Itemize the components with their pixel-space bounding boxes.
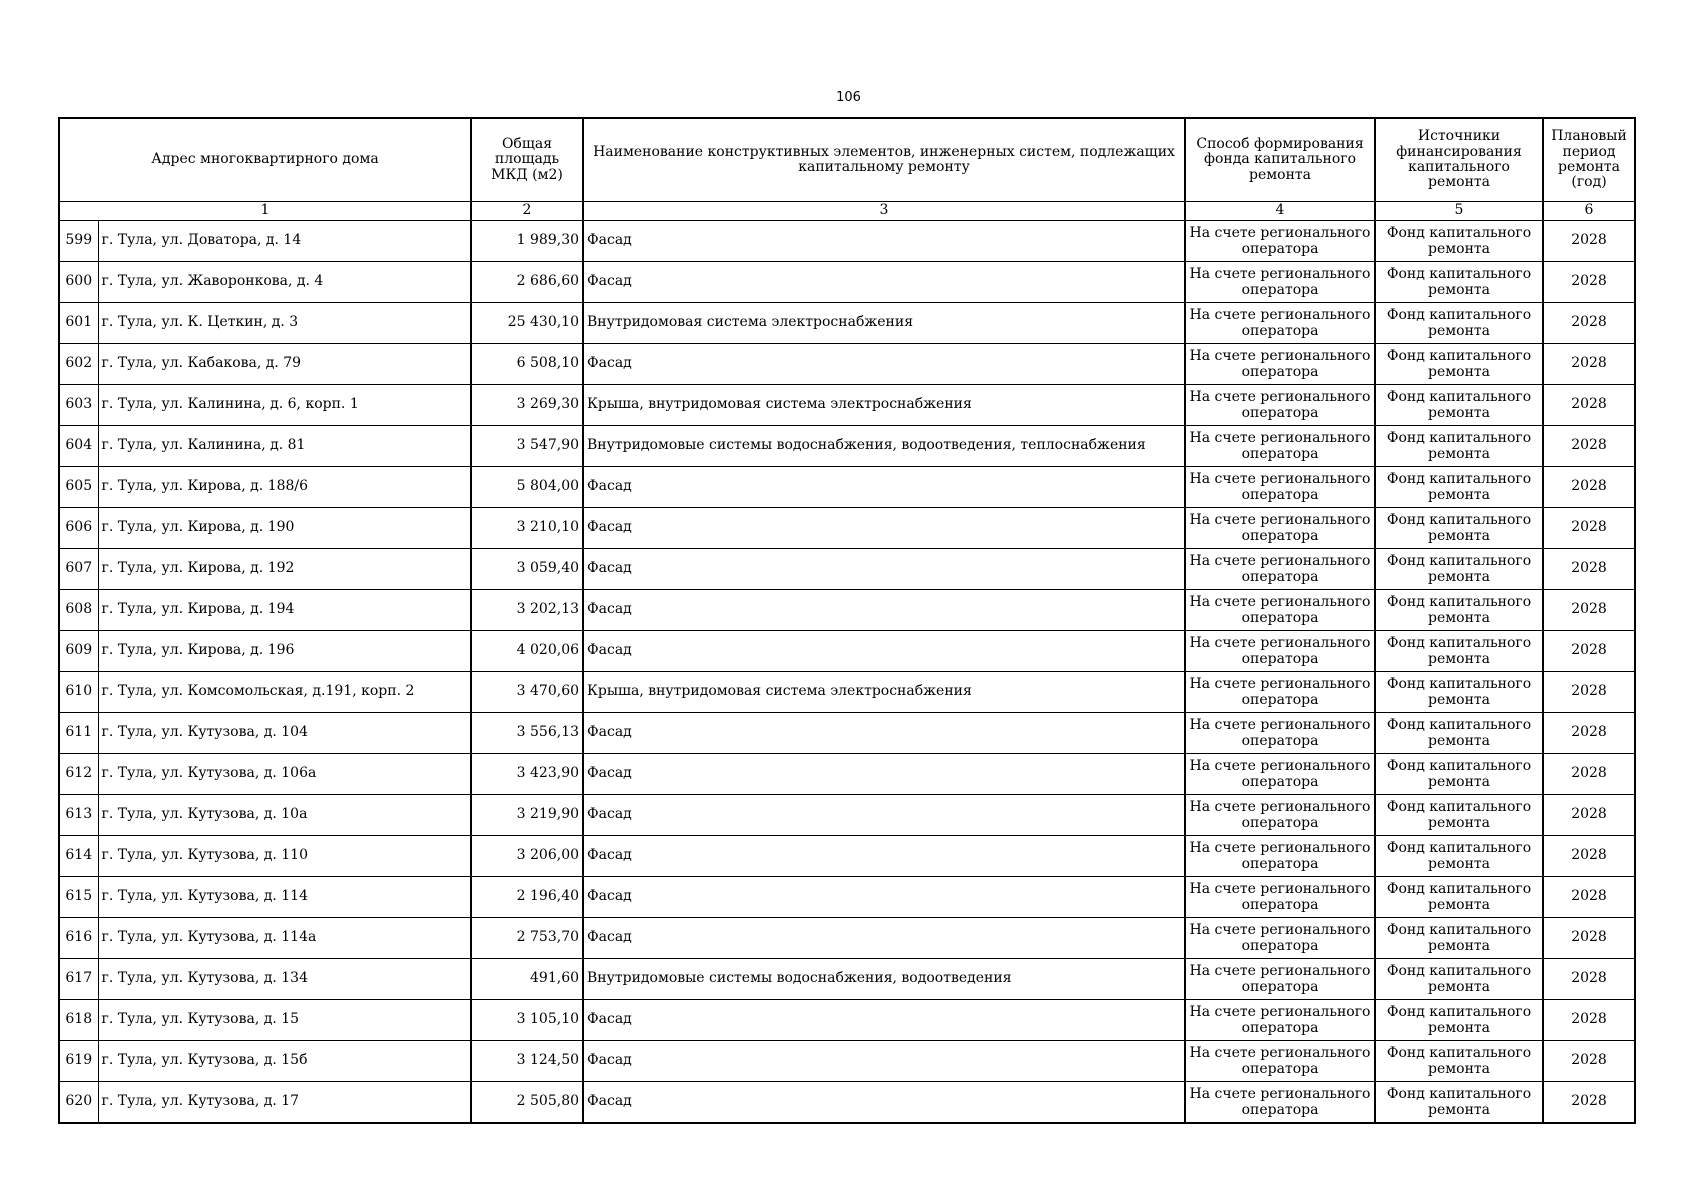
table-row bbox=[59, 959, 1635, 1000]
address-cell: г. Тула, ул. Кутузова, д. 110 bbox=[98, 836, 471, 877]
area-cell: 3 547,90 bbox=[471, 426, 583, 467]
elements-cell: Фасад bbox=[583, 713, 1185, 754]
elements-cell: Фасад bbox=[583, 262, 1185, 303]
planned-year-cell: 2028 bbox=[1543, 918, 1635, 959]
funding-source-cell: Фонд капитального ремонта bbox=[1375, 262, 1543, 303]
area-cell: 25 430,10 bbox=[471, 303, 583, 344]
address-cell: г. Тула, ул. К. Цеткин, д. 3 bbox=[98, 303, 471, 344]
funding-method-cell: На счете регионального оператора bbox=[1185, 344, 1375, 385]
funding-method-cell: На счете регионального оператора bbox=[1185, 631, 1375, 672]
header-elements: Наименование конструктивных элементов, инженерных систем, подлежащих капитальному ремонту bbox=[583, 118, 1185, 202]
area-cell: 3 206,00 bbox=[471, 836, 583, 877]
area-cell: 3 470,60 bbox=[471, 672, 583, 713]
funding-source-cell: Фонд капитального ремонта bbox=[1375, 1000, 1543, 1041]
area-cell: 5 804,00 bbox=[471, 467, 583, 508]
row-number: 612 bbox=[59, 754, 98, 795]
address-cell: г. Тула, ул. Кутузова, д. 104 bbox=[98, 713, 471, 754]
area-cell: 3 059,40 bbox=[471, 549, 583, 590]
row-number: 607 bbox=[59, 549, 98, 590]
elements-cell: Фасад bbox=[583, 1041, 1185, 1082]
address-cell: г. Тула, ул. Кутузова, д. 114а bbox=[98, 918, 471, 959]
area-cell: 6 508,10 bbox=[471, 344, 583, 385]
column-number-row bbox=[59, 202, 1635, 221]
area-cell: 3 210,10 bbox=[471, 508, 583, 549]
address-cell: г. Тула, ул. Калинина, д. 6, корп. 1 bbox=[98, 385, 471, 426]
address-cell: г. Тула, ул. Кабакова, д. 79 bbox=[98, 344, 471, 385]
area-cell: 1 989,30 bbox=[471, 221, 583, 262]
area-cell: 2 196,40 bbox=[471, 877, 583, 918]
table-row bbox=[59, 631, 1635, 672]
planned-year-cell: 2028 bbox=[1543, 221, 1635, 262]
table-row bbox=[59, 1000, 1635, 1041]
table-row bbox=[59, 344, 1635, 385]
row-number: 602 bbox=[59, 344, 98, 385]
header-address: Адрес многоквартирного дома bbox=[59, 118, 471, 202]
funding-method-cell: На счете регионального оператора bbox=[1185, 303, 1375, 344]
funding-method-cell: На счете регионального оператора bbox=[1185, 385, 1375, 426]
row-number: 614 bbox=[59, 836, 98, 877]
planned-year-cell: 2028 bbox=[1543, 1000, 1635, 1041]
funding-method-cell: На счете регионального оператора bbox=[1185, 221, 1375, 262]
elements-cell: Фасад bbox=[583, 918, 1185, 959]
planned-year-cell: 2028 bbox=[1543, 836, 1635, 877]
funding-source-cell: Фонд капитального ремонта bbox=[1375, 344, 1543, 385]
row-number: 610 bbox=[59, 672, 98, 713]
elements-cell: Фасад bbox=[583, 795, 1185, 836]
table-row bbox=[59, 303, 1635, 344]
column-number: 5 bbox=[1375, 202, 1543, 221]
address-cell: г. Тула, ул. Кирова, д. 192 bbox=[98, 549, 471, 590]
elements-cell: Фасад bbox=[583, 549, 1185, 590]
area-cell: 3 556,13 bbox=[471, 713, 583, 754]
column-number: 6 bbox=[1543, 202, 1635, 221]
address-cell: г. Тула, ул. Жаворонкова, д. 4 bbox=[98, 262, 471, 303]
funding-method-cell: На счете регионального оператора bbox=[1185, 590, 1375, 631]
row-number: 618 bbox=[59, 1000, 98, 1041]
planned-year-cell: 2028 bbox=[1543, 303, 1635, 344]
table-row bbox=[59, 262, 1635, 303]
funding-source-cell: Фонд капитального ремонта bbox=[1375, 918, 1543, 959]
column-number: 4 bbox=[1185, 202, 1375, 221]
elements-cell: Внутридомовые системы водоснабжения, водоотведения bbox=[583, 959, 1185, 1000]
area-cell: 4 020,06 bbox=[471, 631, 583, 672]
planned-year-cell: 2028 bbox=[1543, 1082, 1635, 1124]
page-number: 106 bbox=[836, 90, 861, 105]
address-cell: г. Тула, ул. Кутузова, д. 15 bbox=[98, 1000, 471, 1041]
planned-year-cell: 2028 bbox=[1543, 713, 1635, 754]
area-cell: 2 686,60 bbox=[471, 262, 583, 303]
funding-method-cell: На счете регионального оператора bbox=[1185, 918, 1375, 959]
area-cell: 491,60 bbox=[471, 959, 583, 1000]
funding-source-cell: Фонд капитального ремонта bbox=[1375, 1041, 1543, 1082]
address-cell: г. Тула, ул. Комсомольская, д.191, корп. 2 bbox=[98, 672, 471, 713]
header-row bbox=[59, 118, 1635, 202]
header-period: Плановый период ремонта (год) bbox=[1543, 118, 1635, 202]
area-cell: 3 105,10 bbox=[471, 1000, 583, 1041]
address-cell: г. Тула, ул. Кирова, д. 190 bbox=[98, 508, 471, 549]
table-row bbox=[59, 1082, 1635, 1124]
table-row bbox=[59, 918, 1635, 959]
header-area: Общая площадь МКД (м2) bbox=[471, 118, 583, 202]
planned-year-cell: 2028 bbox=[1543, 672, 1635, 713]
row-number: 601 bbox=[59, 303, 98, 344]
elements-cell: Крыша, внутридомовая система электроснабжения bbox=[583, 385, 1185, 426]
address-cell: г. Тула, ул. Кутузова, д. 15б bbox=[98, 1041, 471, 1082]
row-number: 619 bbox=[59, 1041, 98, 1082]
elements-cell: Фасад bbox=[583, 590, 1185, 631]
funding-source-cell: Фонд капитального ремонта bbox=[1375, 385, 1543, 426]
funding-source-cell: Фонд капитального ремонта bbox=[1375, 1082, 1543, 1124]
planned-year-cell: 2028 bbox=[1543, 959, 1635, 1000]
table-row bbox=[59, 590, 1635, 631]
planned-year-cell: 2028 bbox=[1543, 508, 1635, 549]
table-row bbox=[59, 713, 1635, 754]
elements-cell: Фасад bbox=[583, 877, 1185, 918]
row-number: 605 bbox=[59, 467, 98, 508]
row-number: 600 bbox=[59, 262, 98, 303]
row-number: 620 bbox=[59, 1082, 98, 1124]
funding-source-cell: Фонд капитального ремонта bbox=[1375, 426, 1543, 467]
elements-cell: Фасад bbox=[583, 754, 1185, 795]
table-row bbox=[59, 1041, 1635, 1082]
table-row bbox=[59, 385, 1635, 426]
table-row bbox=[59, 508, 1635, 549]
planned-year-cell: 2028 bbox=[1543, 549, 1635, 590]
row-number: 616 bbox=[59, 918, 98, 959]
funding-method-cell: На счете регионального оператора bbox=[1185, 1000, 1375, 1041]
elements-cell: Фасад bbox=[583, 221, 1185, 262]
header-source: Источники финансирования капитального ремонта bbox=[1375, 118, 1543, 202]
repair-schedule-table bbox=[58, 117, 1636, 1124]
planned-year-cell: 2028 bbox=[1543, 877, 1635, 918]
funding-method-cell: На счете регионального оператора bbox=[1185, 549, 1375, 590]
elements-cell: Фасад bbox=[583, 836, 1185, 877]
funding-method-cell: На счете регионального оператора bbox=[1185, 713, 1375, 754]
table-row bbox=[59, 877, 1635, 918]
row-number: 599 bbox=[59, 221, 98, 262]
elements-cell: Фасад bbox=[583, 467, 1185, 508]
row-number: 604 bbox=[59, 426, 98, 467]
area-cell: 2 505,80 bbox=[471, 1082, 583, 1124]
funding-method-cell: На счете регионального оператора bbox=[1185, 426, 1375, 467]
address-cell: г. Тула, ул. Доватора, д. 14 bbox=[98, 221, 471, 262]
address-cell: г. Тула, ул. Кирова, д. 188/6 bbox=[98, 467, 471, 508]
elements-cell: Фасад bbox=[583, 1000, 1185, 1041]
address-cell: г. Тула, ул. Кирова, д. 196 bbox=[98, 631, 471, 672]
area-cell: 2 753,70 bbox=[471, 918, 583, 959]
address-cell: г. Тула, ул. Кирова, д. 194 bbox=[98, 590, 471, 631]
area-cell: 3 202,13 bbox=[471, 590, 583, 631]
planned-year-cell: 2028 bbox=[1543, 590, 1635, 631]
funding-method-cell: На счете регионального оператора bbox=[1185, 672, 1375, 713]
address-cell: г. Тула, ул. Кутузова, д. 106а bbox=[98, 754, 471, 795]
funding-source-cell: Фонд капитального ремонта bbox=[1375, 836, 1543, 877]
funding-source-cell: Фонд капитального ремонта bbox=[1375, 713, 1543, 754]
funding-method-cell: На счете регионального оператора bbox=[1185, 1041, 1375, 1082]
funding-source-cell: Фонд капитального ремонта bbox=[1375, 549, 1543, 590]
table-row bbox=[59, 672, 1635, 713]
planned-year-cell: 2028 bbox=[1543, 467, 1635, 508]
funding-method-cell: На счете регионального оператора bbox=[1185, 836, 1375, 877]
funding-source-cell: Фонд капитального ремонта bbox=[1375, 631, 1543, 672]
row-number: 617 bbox=[59, 959, 98, 1000]
planned-year-cell: 2028 bbox=[1543, 631, 1635, 672]
planned-year-cell: 2028 bbox=[1543, 344, 1635, 385]
address-cell: г. Тула, ул. Кутузова, д. 17 bbox=[98, 1082, 471, 1124]
table-body bbox=[59, 221, 1635, 1124]
table-row bbox=[59, 549, 1635, 590]
table-row bbox=[59, 221, 1635, 262]
elements-cell: Внутридомовая система электроснабжения bbox=[583, 303, 1185, 344]
funding-method-cell: На счете регионального оператора bbox=[1185, 877, 1375, 918]
funding-source-cell: Фонд капитального ремонта bbox=[1375, 754, 1543, 795]
planned-year-cell: 2028 bbox=[1543, 426, 1635, 467]
planned-year-cell: 2028 bbox=[1543, 1041, 1635, 1082]
table-row bbox=[59, 836, 1635, 877]
funding-source-cell: Фонд капитального ремонта bbox=[1375, 508, 1543, 549]
area-cell: 3 269,30 bbox=[471, 385, 583, 426]
row-number: 609 bbox=[59, 631, 98, 672]
column-number: 1 bbox=[59, 202, 471, 221]
area-cell: 3 423,90 bbox=[471, 754, 583, 795]
funding-method-cell: На счете регионального оператора bbox=[1185, 1082, 1375, 1124]
funding-method-cell: На счете регионального оператора bbox=[1185, 959, 1375, 1000]
address-cell: г. Тула, ул. Кутузова, д. 114 bbox=[98, 877, 471, 918]
elements-cell: Фасад bbox=[583, 344, 1185, 385]
row-number: 615 bbox=[59, 877, 98, 918]
funding-source-cell: Фонд капитального ремонта bbox=[1375, 877, 1543, 918]
funding-source-cell: Фонд капитального ремонта bbox=[1375, 672, 1543, 713]
row-number: 613 bbox=[59, 795, 98, 836]
planned-year-cell: 2028 bbox=[1543, 754, 1635, 795]
row-number: 603 bbox=[59, 385, 98, 426]
table-row bbox=[59, 467, 1635, 508]
row-number: 608 bbox=[59, 590, 98, 631]
funding-method-cell: На счете регионального оператора bbox=[1185, 262, 1375, 303]
column-number: 2 bbox=[471, 202, 583, 221]
header-method: Способ формирования фонда капитального ремонта bbox=[1185, 118, 1375, 202]
funding-source-cell: Фонд капитального ремонта bbox=[1375, 795, 1543, 836]
funding-source-cell: Фонд капитального ремонта bbox=[1375, 590, 1543, 631]
funding-method-cell: На счете регионального оператора bbox=[1185, 508, 1375, 549]
funding-source-cell: Фонд капитального ремонта bbox=[1375, 303, 1543, 344]
planned-year-cell: 2028 bbox=[1543, 795, 1635, 836]
elements-cell: Крыша, внутридомовая система электроснабжения bbox=[583, 672, 1185, 713]
row-number: 611 bbox=[59, 713, 98, 754]
row-number: 606 bbox=[59, 508, 98, 549]
elements-cell: Внутридомовые системы водоснабжения, водоотведения, теплоснабжения bbox=[583, 426, 1185, 467]
table-row bbox=[59, 795, 1635, 836]
address-cell: г. Тула, ул. Кутузова, д. 134 bbox=[98, 959, 471, 1000]
planned-year-cell: 2028 bbox=[1543, 262, 1635, 303]
address-cell: г. Тула, ул. Кутузова, д. 10а bbox=[98, 795, 471, 836]
funding-method-cell: На счете регионального оператора bbox=[1185, 467, 1375, 508]
elements-cell: Фасад bbox=[583, 1082, 1185, 1124]
funding-method-cell: На счете регионального оператора bbox=[1185, 795, 1375, 836]
planned-year-cell: 2028 bbox=[1543, 385, 1635, 426]
table-row bbox=[59, 426, 1635, 467]
funding-source-cell: Фонд капитального ремонта bbox=[1375, 467, 1543, 508]
area-cell: 3 124,50 bbox=[471, 1041, 583, 1082]
elements-cell: Фасад bbox=[583, 508, 1185, 549]
address-cell: г. Тула, ул. Калинина, д. 81 bbox=[98, 426, 471, 467]
funding-source-cell: Фонд капитального ремонта bbox=[1375, 221, 1543, 262]
funding-method-cell: На счете регионального оператора bbox=[1185, 754, 1375, 795]
funding-source-cell: Фонд капитального ремонта bbox=[1375, 959, 1543, 1000]
area-cell: 3 219,90 bbox=[471, 795, 583, 836]
column-number: 3 bbox=[583, 202, 1185, 221]
table-row bbox=[59, 754, 1635, 795]
elements-cell: Фасад bbox=[583, 631, 1185, 672]
